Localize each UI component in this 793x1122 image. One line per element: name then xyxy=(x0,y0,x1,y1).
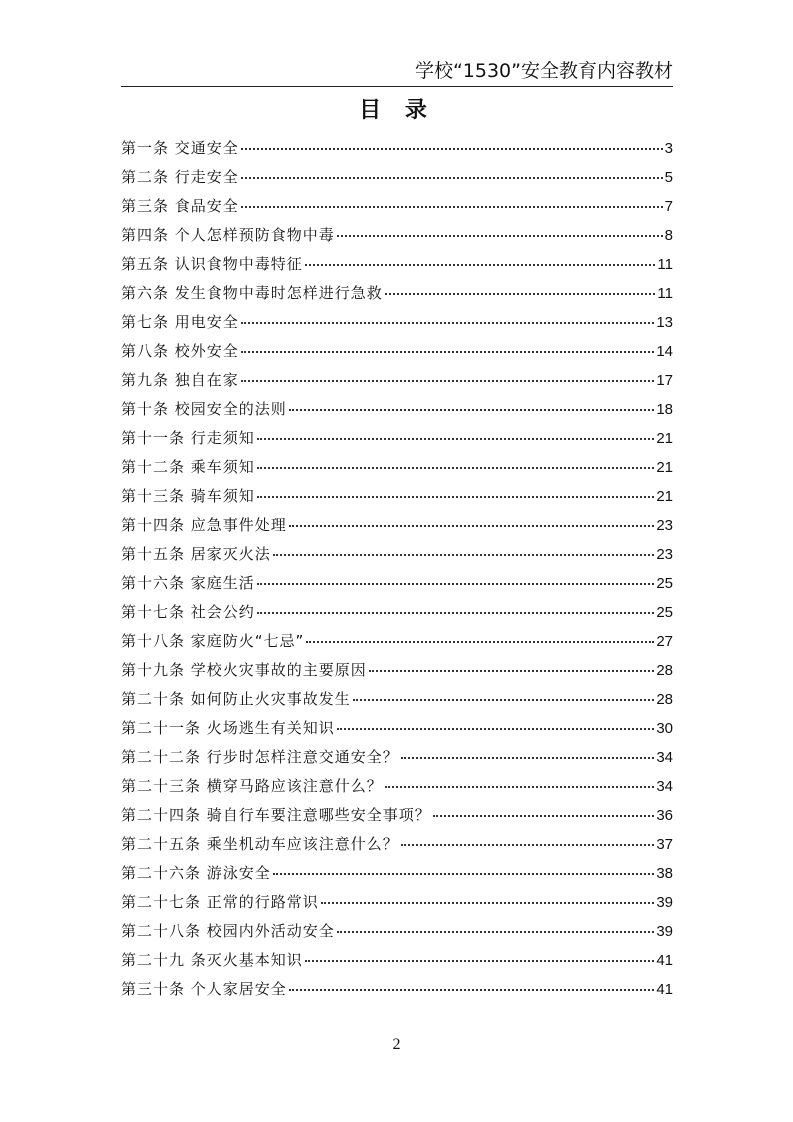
toc-entry-label: 第三条 食品安全 xyxy=(121,197,239,215)
toc-entry-page: 34 xyxy=(656,749,673,766)
toc-leader-dots xyxy=(241,173,663,179)
toc-entry-label: 第三十条 个人家居安全 xyxy=(121,980,287,998)
toc-leader-dots xyxy=(289,985,655,991)
toc-entry-page: 3 xyxy=(664,140,673,157)
toc-entry[interactable] xyxy=(121,366,673,395)
toc-leader-dots xyxy=(241,347,655,353)
toc-entry[interactable] xyxy=(121,163,673,192)
toc-entry[interactable] xyxy=(121,395,673,424)
toc-entry[interactable] xyxy=(121,424,673,453)
toc-entry[interactable] xyxy=(121,250,673,279)
toc-entry-page: 17 xyxy=(656,372,673,389)
toc-entry-page: 25 xyxy=(656,604,673,621)
toc-entry-label: 第一条 交通安全 xyxy=(121,139,239,157)
toc-entry-page: 28 xyxy=(656,691,673,708)
toc-entry-page: 18 xyxy=(656,401,673,418)
toc-entry[interactable] xyxy=(121,337,673,366)
toc-entry[interactable] xyxy=(121,685,673,714)
toc-leader-dots xyxy=(385,782,655,788)
toc-leader-dots xyxy=(241,202,663,208)
toc-entry-page: 21 xyxy=(656,430,673,447)
toc-entry-label: 第二十条 如何防止火灾事故发生 xyxy=(121,690,351,708)
toc-entry[interactable] xyxy=(121,511,673,540)
toc-leader-dots xyxy=(401,840,655,846)
toc-entry-label: 第四条 个人怎样预防食物中毒 xyxy=(121,226,335,244)
toc-entry-label: 第二十三条 横穿马路应该注意什么？ xyxy=(121,777,383,795)
toc-entry-page: 39 xyxy=(656,923,673,940)
toc-entry-label: 第十八条 家庭防火“七忌” xyxy=(121,632,305,650)
toc-leader-dots xyxy=(401,753,655,759)
toc-leader-dots xyxy=(289,405,655,411)
toc-leader-dots xyxy=(337,231,663,237)
toc-entry-label: 第二十二条 行步时怎样注意交通安全？ xyxy=(121,748,399,766)
toc-entry-label: 第五条 认识食物中毒特征 xyxy=(121,255,303,273)
toc-leader-dots xyxy=(273,869,655,875)
toc-entry[interactable] xyxy=(121,830,673,859)
toc-entry-label: 第十四条 应急事件处理 xyxy=(121,516,287,534)
toc-entry-page: 21 xyxy=(656,459,673,476)
toc-entry-page: 27 xyxy=(656,633,673,650)
toc-entry-label: 第六条 发生食物中毒时怎样进行急救 xyxy=(121,284,383,302)
toc-entry[interactable] xyxy=(121,975,673,1004)
toc-entry[interactable] xyxy=(121,221,673,250)
toc-leader-dots xyxy=(337,724,655,730)
toc-entry[interactable] xyxy=(121,482,673,511)
toc-entry[interactable] xyxy=(121,279,673,308)
toc-entry[interactable] xyxy=(121,453,673,482)
toc-leader-dots xyxy=(241,318,655,324)
toc-leader-dots xyxy=(257,608,655,614)
toc-entry-page: 23 xyxy=(656,517,673,534)
toc-entry-page: 34 xyxy=(656,778,673,795)
toc-leader-dots xyxy=(257,492,655,498)
toc-entry-page: 23 xyxy=(656,546,673,563)
toc-entry[interactable] xyxy=(121,801,673,830)
toc-entry-label: 第七条 用电安全 xyxy=(121,313,239,331)
header-divider xyxy=(121,86,673,87)
toc-entry[interactable] xyxy=(121,888,673,917)
toc-leader-dots xyxy=(385,289,656,295)
toc-entry-label: 第十五条 居家灭火法 xyxy=(121,545,271,563)
toc-entry-page: 30 xyxy=(656,720,673,737)
toc-entry[interactable] xyxy=(121,772,673,801)
toc-entry-label: 第九条 独自在家 xyxy=(121,371,239,389)
toc-entry-label: 第二十五条 乘坐机动车应该注意什么？ xyxy=(121,835,399,853)
toc-entry-page: 36 xyxy=(656,807,673,824)
toc-entry-page: 21 xyxy=(656,488,673,505)
toc-entry-page: 28 xyxy=(656,662,673,679)
toc-entry[interactable] xyxy=(121,946,673,975)
toc-entry[interactable] xyxy=(121,917,673,946)
page-number: 2 xyxy=(392,1036,401,1053)
toc-entry-label: 第二十四条 骑自行车要注意哪些安全事项？ xyxy=(121,806,431,824)
toc-entry-page: 38 xyxy=(656,865,673,882)
toc-entry-page: 5 xyxy=(664,169,673,186)
toc-entry-page: 25 xyxy=(656,575,673,592)
toc-leader-dots xyxy=(321,898,655,904)
toc-entry[interactable] xyxy=(121,743,673,772)
toc-entry-label: 第十二条 乘车须知 xyxy=(121,458,255,476)
toc-entry[interactable] xyxy=(121,540,673,569)
toc-leader-dots xyxy=(273,550,655,556)
toc-entry-label: 第二十九 条灭火基本知识 xyxy=(121,951,303,969)
toc-entry-label: 第二条 行走安全 xyxy=(121,168,239,186)
toc-entry-label: 第十一条 行走须知 xyxy=(121,429,255,447)
toc-leader-dots xyxy=(433,811,655,817)
toc-entry-label: 第二十六条 游泳安全 xyxy=(121,864,271,882)
toc-entry-label: 第二十七条 正常的行路常识 xyxy=(121,893,319,911)
toc-entry-page: 11 xyxy=(657,285,673,302)
toc-entry[interactable] xyxy=(121,598,673,627)
toc-leader-dots xyxy=(337,927,655,933)
toc-leader-dots xyxy=(289,521,655,527)
toc-entry[interactable] xyxy=(121,569,673,598)
toc-entry[interactable] xyxy=(121,859,673,888)
toc-leader-dots xyxy=(257,463,655,469)
toc-leader-dots xyxy=(305,956,655,962)
toc-entry[interactable] xyxy=(121,656,673,685)
toc-leader-dots xyxy=(257,579,655,585)
toc-entry-page: 14 xyxy=(656,343,673,360)
toc-leader-dots xyxy=(306,637,654,643)
table-of-contents xyxy=(121,134,673,1004)
toc-entry-page: 39 xyxy=(656,894,673,911)
toc-entry-page: 13 xyxy=(656,314,673,331)
toc-entry[interactable] xyxy=(121,134,673,163)
toc-entry-label: 第十七条 社会公约 xyxy=(121,603,255,621)
toc-leader-dots xyxy=(241,144,663,150)
toc-leader-dots xyxy=(305,260,656,266)
toc-entry[interactable] xyxy=(121,308,673,337)
toc-title: 目 录 xyxy=(359,98,435,123)
toc-entry-page: 41 xyxy=(656,952,673,969)
toc-entry-label: 第十条 校园安全的法则 xyxy=(121,400,287,418)
toc-entry-page: 8 xyxy=(664,227,673,244)
toc-entry-label: 第十三条 骑车须知 xyxy=(121,487,255,505)
toc-leader-dots xyxy=(257,434,655,440)
toc-entry-label: 第十六条 家庭生活 xyxy=(121,574,255,592)
toc-leader-dots xyxy=(369,666,655,672)
toc-entry-page: 7 xyxy=(664,198,673,215)
toc-entry-label: 第二十一条 火场逃生有关知识 xyxy=(121,719,335,737)
toc-entry-page: 11 xyxy=(657,256,673,273)
toc-entry-page: 37 xyxy=(656,836,673,853)
toc-entry-label: 第十九条 学校火灾事故的主要原因 xyxy=(121,661,367,679)
toc-entry-label: 第二十八条 校园内外活动安全 xyxy=(121,922,335,940)
toc-leader-dots xyxy=(241,376,655,382)
toc-entry-label: 第八条 校外安全 xyxy=(121,342,239,360)
toc-leader-dots xyxy=(353,695,655,701)
toc-entry[interactable] xyxy=(121,714,673,743)
toc-entry[interactable] xyxy=(121,627,673,656)
page-header: 学校“1530”安全教育内容教材 xyxy=(414,60,673,82)
toc-entry[interactable] xyxy=(121,192,673,221)
toc-entry-page: 41 xyxy=(656,981,673,998)
